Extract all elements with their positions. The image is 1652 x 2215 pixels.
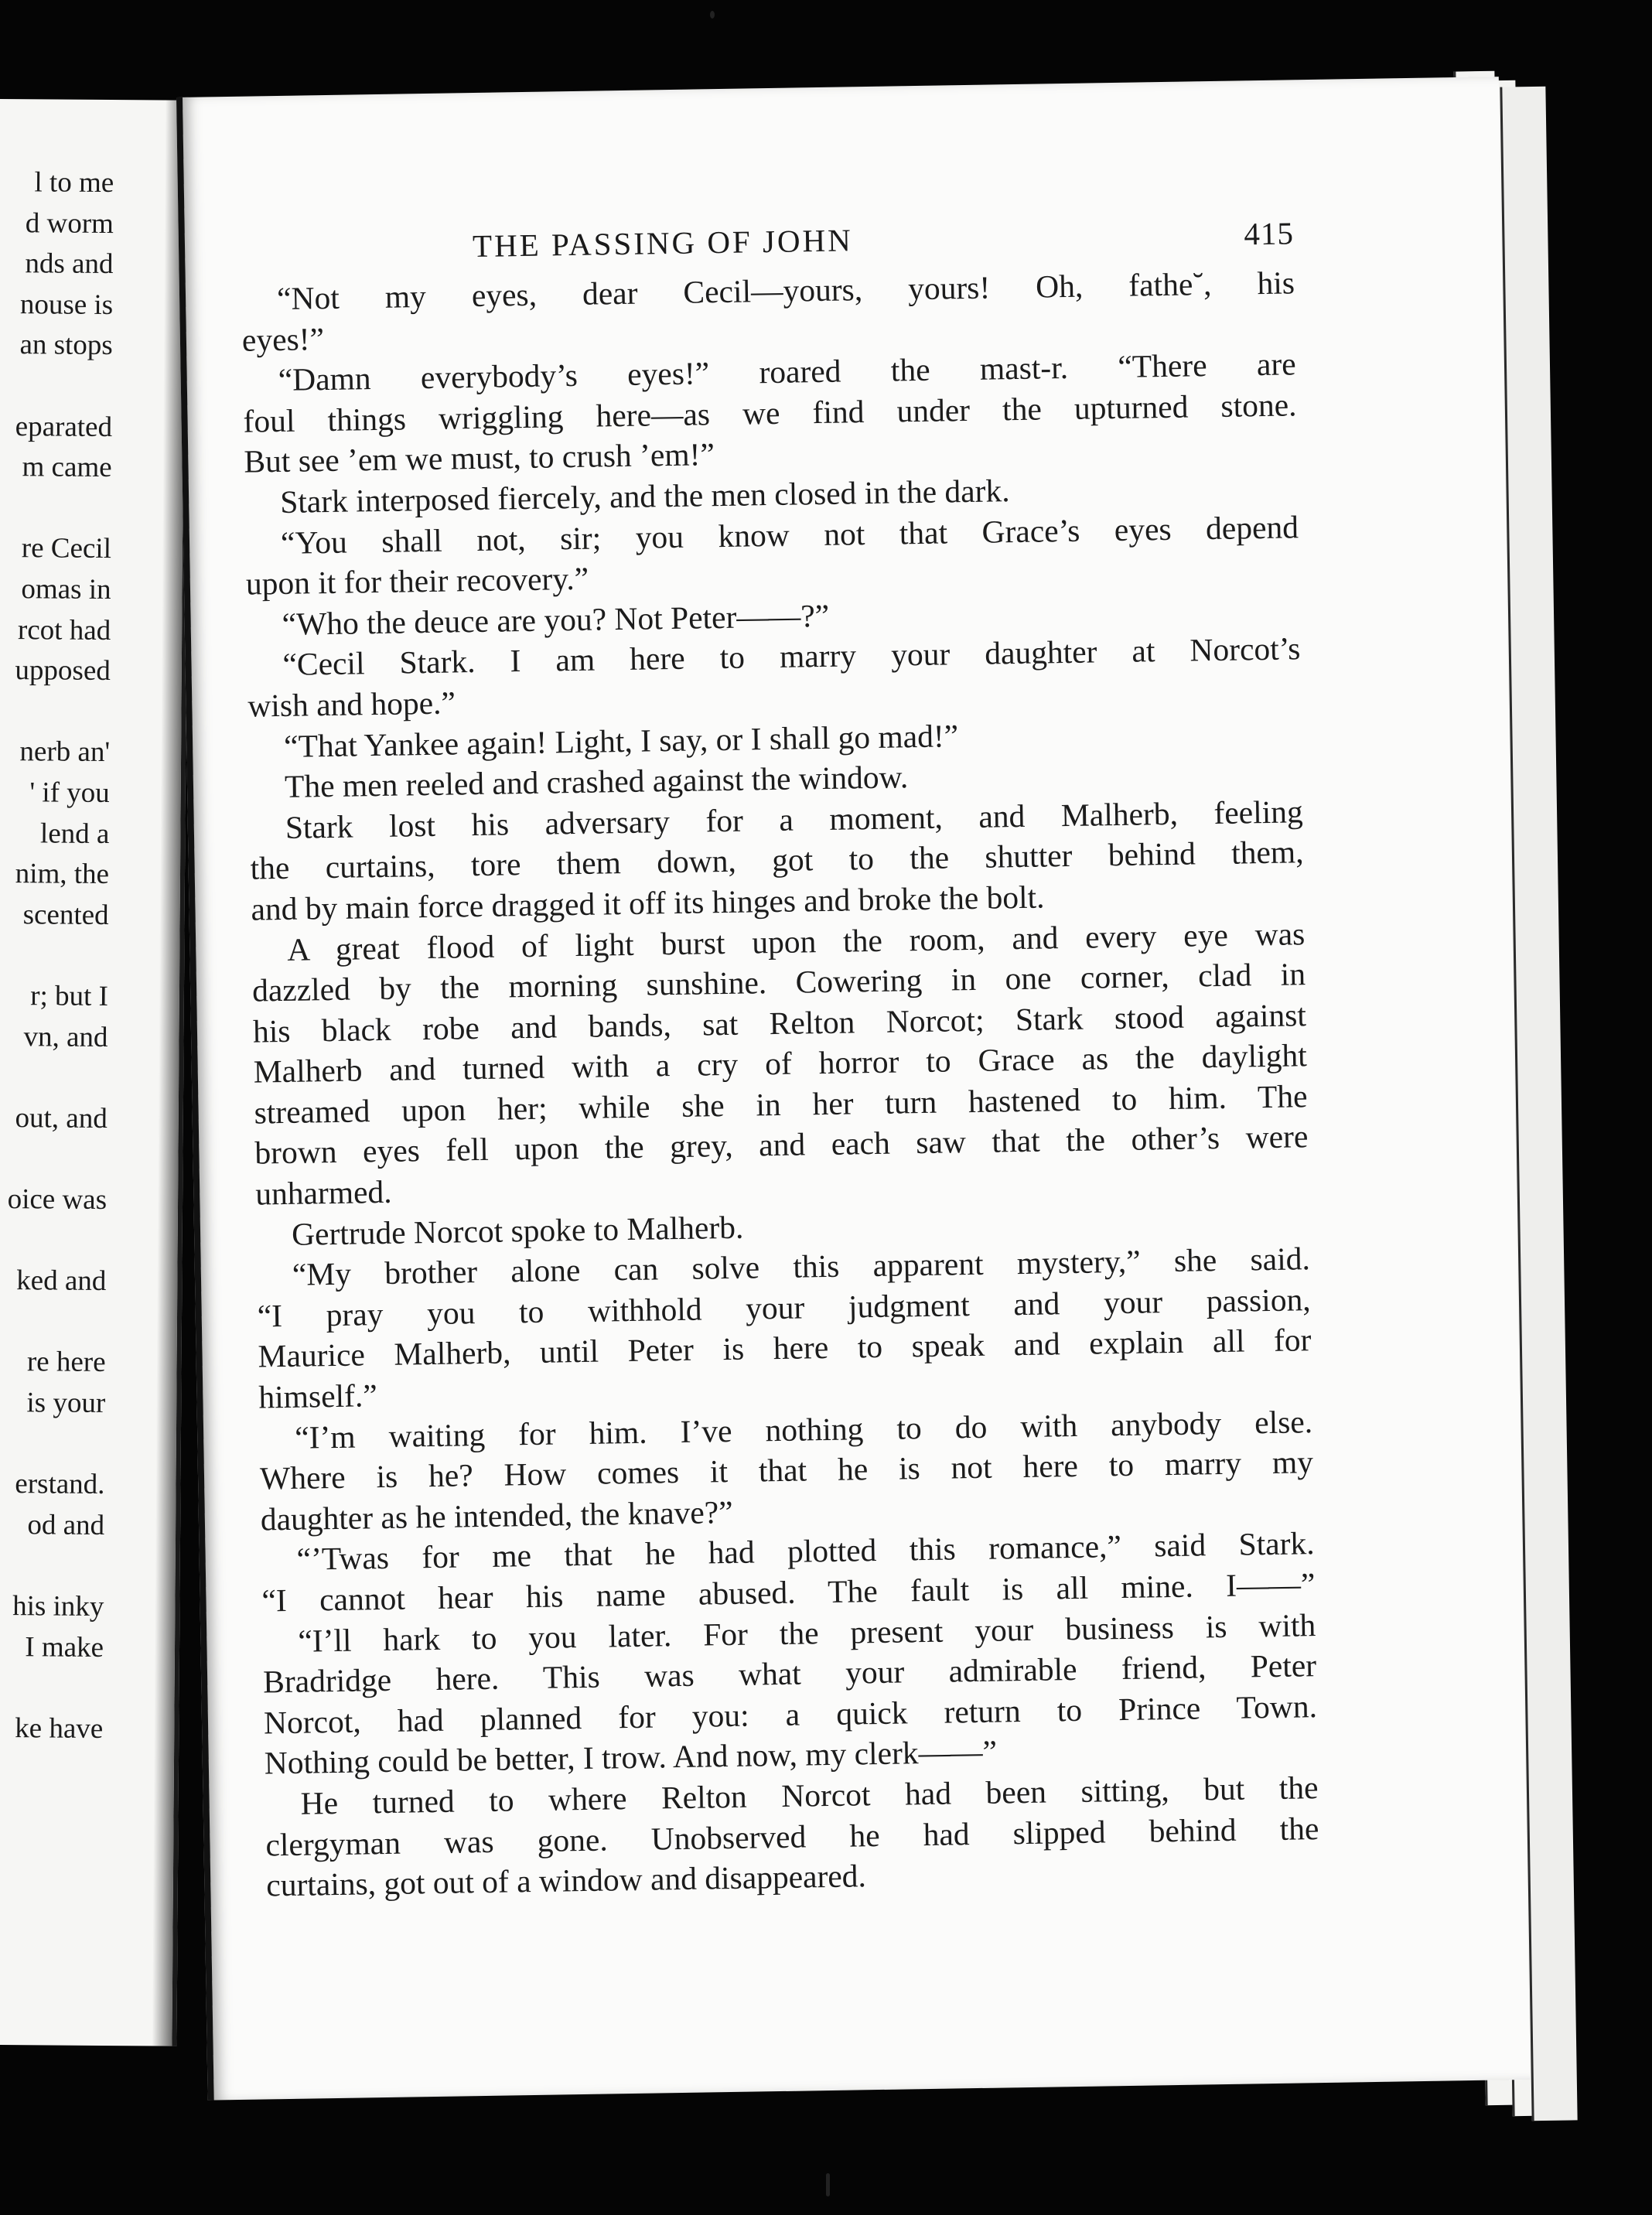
facing-page-line: oice was [7, 1183, 108, 1216]
text-line: curtains, got out of a window and disappeared. [265, 1858, 867, 1903]
text-line: “Not my eyes, dear Cecil—yours, yours! Oh, fathe˘, his [276, 265, 1295, 316]
text-line: “I’ll hark to you later. For the present your business is with [298, 1606, 1316, 1659]
text-line: Bradridge here. This was what your admirable friend, Peter [262, 1647, 1317, 1700]
text-line: “You shall not, sir; you know not that Grace’s eyes depend [280, 508, 1299, 561]
body-text [241, 262, 1320, 1906]
facing-page-line: scented [22, 899, 109, 931]
text-line: Norcot, had planned for you: a quick return to Prince Town. [263, 1688, 1318, 1741]
facing-page-line: re here [26, 1346, 106, 1379]
book-page [176, 77, 1530, 2101]
text-line: “I pray you to withhold your judgment and your passion, [257, 1282, 1311, 1334]
page-content [241, 214, 1320, 1906]
facing-page-line: vn, and [23, 1020, 108, 1053]
text-line: Nothing could be better, I trow. And now, my clerk——” [264, 1733, 998, 1781]
facing-page-line: nds and [25, 247, 114, 281]
text-line: wish and hope.” [247, 684, 456, 724]
text-line: Gertrude Norcot spoke to Malherb. [291, 1209, 744, 1252]
running-head-title: THE PASSING OF JOHN [472, 222, 854, 265]
text-line: He turned to where Relton Norcot had been sitting, but the [300, 1770, 1319, 1821]
text-line: Stark lost his adversary for a moment, and Malherb, feeling [285, 793, 1304, 845]
text-line: A great flood of light burst upon the room, and every eye was [286, 915, 1306, 968]
facing-page-line: nouse is [19, 288, 114, 321]
text-line: “My brother alone can solve this apparent mystery,” she said. [292, 1241, 1311, 1293]
text-line: “’Twas for me that he had plotted this romance,” said Stark. [296, 1525, 1315, 1578]
text-line: upon it for their recovery.” [245, 560, 589, 602]
facing-page-line: I make [25, 1630, 104, 1664]
facing-page-line: omas in [21, 573, 111, 606]
text-line: foul things wriggling here—as we find under the upturned stone. [243, 387, 1297, 439]
text-line: Maurice Malherb, until Peter is here to speak and explain all for [258, 1322, 1312, 1374]
facing-page-fragment [0, 99, 190, 2046]
text-line: and by main force dragged it off its hinges and broke the bolt. [251, 879, 1045, 927]
text-line: Malherb and turned with a cry of horror to Grace as the daylight [253, 1037, 1307, 1090]
text-line: eyes!” [241, 320, 325, 358]
facing-page-line: r; but I [30, 980, 109, 1013]
facing-page-line: upposed [15, 654, 111, 688]
text-line: streamed upon her; while she in her turn hastened to him. The [254, 1078, 1308, 1131]
text-line: daughter as he intended, the knave?” [260, 1493, 733, 1538]
text-line: “Damn everybody’s eyes!” roared the mast‐r. “There are [278, 346, 1296, 398]
text-line: “Cecil Stark. I am here to marry your daughter at Norcot’s [282, 630, 1301, 683]
facing-page-line: is your [26, 1387, 106, 1419]
text-line: Stark interposed fiercely, and the men closed in the dark. [279, 473, 1010, 520]
facing-page-line: eparated [15, 410, 113, 443]
facing-page-line: his inky [12, 1590, 104, 1623]
facing-page-line: lend a [39, 817, 110, 850]
facing-page-line: ked and [16, 1264, 107, 1298]
text-line: himself.” [258, 1377, 378, 1415]
scan-speck [710, 11, 715, 19]
text-line: the curtains, tore them down, got to the shutter behind them, [250, 834, 1304, 886]
text-line: The men reeled and crashed against the window. [284, 759, 909, 805]
text-line: brown eyes fell upon the grey, and each saw that the other’s were [254, 1118, 1309, 1172]
facing-page-line: rcot had [17, 613, 111, 647]
facing-page-line: d worm [25, 206, 114, 240]
facing-page-line: m came [22, 451, 112, 484]
text-line: “I’m waiting for him. I’ve nothing to do with anybody else. [294, 1403, 1313, 1456]
text-line: dazzled by the morning sunshine. Cowering in one corner, clad in [251, 956, 1306, 1009]
facing-page-line: ' if you [29, 776, 110, 810]
page-number: 415 [1244, 215, 1295, 252]
facing-page-line: l to me [34, 166, 114, 200]
scan-speck [826, 2173, 830, 2196]
facing-page-line: erstand. [15, 1468, 105, 1501]
facing-page-line: an stops [19, 329, 113, 362]
facing-page-line: out, and [15, 1101, 108, 1135]
facing-page-line: re Cecil [21, 532, 112, 565]
text-line: “I cannot hear his name abused. The fault is all mine. I——” [261, 1566, 1316, 1619]
text-line: “That Yankee again! Light, I say, or I shall go mad!” [283, 717, 959, 764]
text-line: “Who the deuce are you? Not Peter——?” [282, 597, 830, 642]
facing-page-line: nerb an' [19, 735, 111, 769]
facing-page-line: od and [27, 1509, 105, 1541]
facing-page-line: ke have [15, 1712, 104, 1745]
text-line: clergyman was gone. Unobserved he had slipped behind the [265, 1810, 1319, 1863]
text-line: Where is he? How comes it that he is not here to marry my [259, 1444, 1314, 1497]
facing-page-line: nim, the [15, 858, 110, 891]
text-line: unharmed. [254, 1173, 392, 1212]
text-line: his black robe and bands, sat Relton Norcot; Stark stood against [252, 996, 1307, 1049]
text-line: But see ’em we must, to crush ’em!” [244, 436, 715, 480]
